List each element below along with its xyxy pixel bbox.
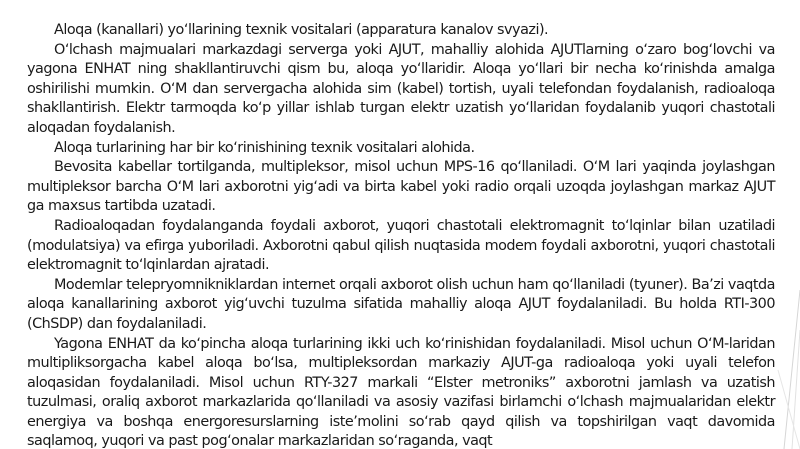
- paragraph-1: Aloqa (kanallari) yo‘llarining texnik vositalari (apparatura kanalov svyazi).: [54, 22, 549, 38]
- paragraph-4: Bevosita kabellar tortilganda, multipleksor, misol uchun MPS-16 qo‘llaniladi. O‘M lari yaqinda joylashgan multipleksor barcha O‘M lari axborotni yig‘adi va birta kabel yoki radio orqali uzoqda joylashgan markaz AJUT ga maxsus tartibda uzatadi.: [27, 159, 775, 215]
- paragraph-3: Aloqa turlarining har bir ko‘rinishining texnik vositalari alohida.: [54, 139, 475, 156]
- paragraph-2: O‘lchash majmualari markazdagi serverga yoki AJUT, mahalliy alohida AJUTlarning o‘zaro bog‘lovchi va yagona ENHAT ning shakllantiruvchi qism bu, aloqa yo‘llaridir. Aloqa yo‘llari bir necha ko‘rinishda amalga oshirilishi mumkin. O‘M dan servergacha alohida sim (kabel) tortish, uyali telefondan foydalanish, radioaloqa shakllantirish. Elektr tarmoqda ko‘p yillar ishlab turgan elektr uzatish yo‘llaridan foydalanib yuqori chastotali aloqadan foydalanish.: [27, 41, 775, 136]
- paragraph-6: Modemlar telepryomnikniklardan internet orqali axborot olish uchun ham qo‘llaniladi (tyuner). Ba’zi vaqtda aloqa kanallarining axborot yig‘uvchi tuzulma sifatida mahalliy aloqa AJUT foydalaniladi. Bu holda RTI-300 (ChSDP) dan foydalaniladi.: [27, 276, 775, 332]
- paragraph-7: Yagona ENHAT da ko‘pincha aloqa turlarining ikki uch ko‘rinishidan foydalaniladi. Misol uchun O‘M-laridan multipliksorgacha kabel aloqa bo‘lsa, multipleksordan markaziy AJUT-ga radioaloqa yoki uyali telefon aloqasidan foydalaniladi. Misol uchun RTY-327 markali “Elster metroniks” axborotni jamlash va uzatish tuzulmasi, oraliq axborot markazlarida qo‘llaniladi va asosiy vazifasi birlamchi o‘lchash majmualaridan elektr energiya va boshqa energoresurslarning iste’molini so‘rab qayd qilish va topshirilgan vaqt davomida saqlamoq, yuqori va past pog‘onalar markazlaridan so‘raganda, vaqt: [27, 335, 775, 449]
- decorative-corner-lines: [770, 0, 800, 449]
- document-body: [27, 21, 775, 449]
- paragraph-5: Radioaloqadan foydalanganda foydali axborot, yuqori chastotali elektromagnit to‘lqinlar bilan uzatiladi (modulatsiya) va efirga yuboriladi. Axborotni qabul qilish nuqtasida modem foydali axborotni, yuqori chastotali elektromagnit to‘lqinlardan ajratadi.: [27, 217, 775, 274]
